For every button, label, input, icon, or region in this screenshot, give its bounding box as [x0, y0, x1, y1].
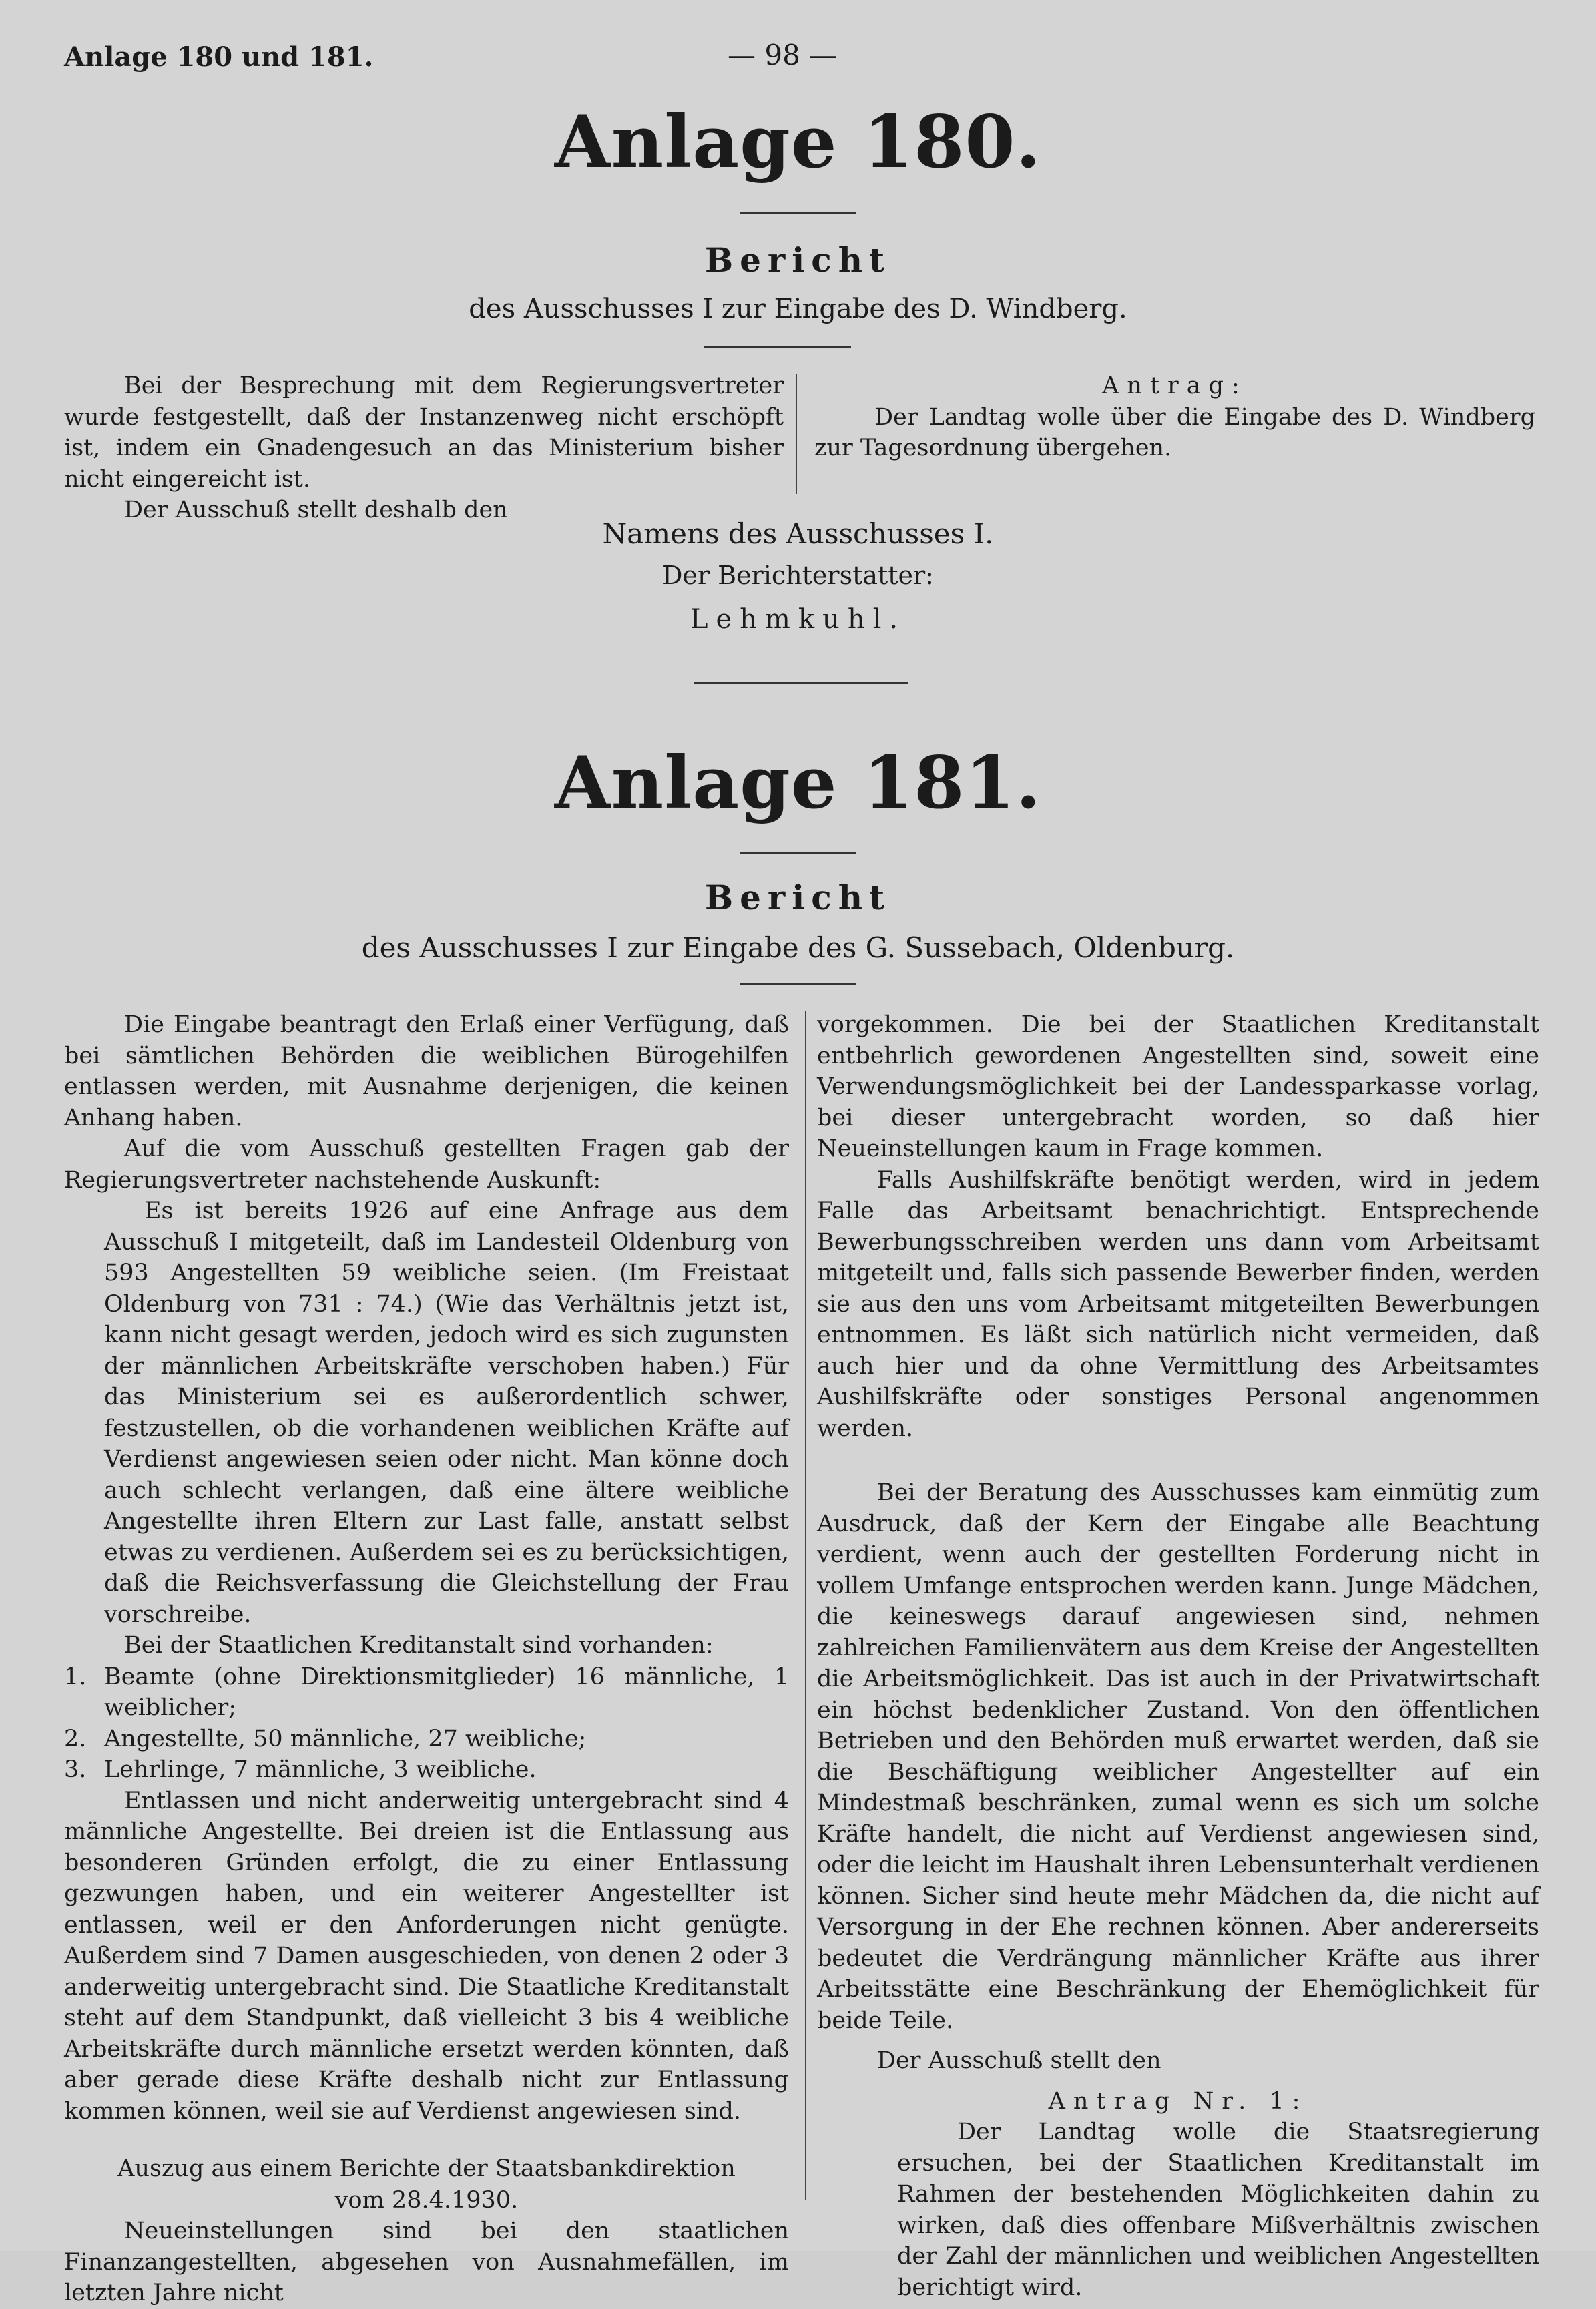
- list-number: 3.: [64, 1756, 87, 1783]
- antrag-text: Der Landtag wolle die Staatsregierung ersuchen, bei der Staatlichen Kreditanstalt im Rahmen der bestehenden Möglichkeiten dahin zu wirken, daß dies offenbare Mißverhältnis zwischen der Zahl der männlichen und weiblichen Angestellten berichtigt wird.: [897, 2119, 1539, 2301]
- anlage-180-right-column: [814, 370, 1535, 464]
- anlage-181-subtitle: des Ausschusses I zur Eingabe des G. Sussebach, Oldenburg.: [361, 931, 1235, 964]
- paragraph: Entlassen und nicht anderweitig untergebracht sind 4 männliche Angestellte. Bei dreien ist die Entlassung aus besonderen Gründen erfolgt, die zu einer Entlassung gezwungen haben, und ein weiterer Angestellter ist entlassen, weil er den Anforderungen nicht genügte. Außerdem sind 7 Damen ausgeschieden, von denen 2 oder 3 anderweitig untergebracht sind. Die Staatliche Kreditanstalt steht auf dem Standpunkt, daß vielleicht 3 bis 4 weibliche Arbeitskräfte durch männliche ersetzt werden könnten, daß aber gerade diese Kräfte deshalb nicht zur Entlassung kommen können, weil sie auf Verdienst angewiesen sind.: [64, 1787, 789, 2125]
- staff-list: [64, 1661, 789, 1786]
- antrag-block: [817, 2117, 1539, 2303]
- column-divider: [805, 1011, 806, 2200]
- antrag-label: Antrag Nr. 1:: [1048, 2087, 1308, 2115]
- paragraph: Der Ausschuß stellt den: [877, 2047, 1161, 2074]
- paragraph: Neueinstellungen sind bei den staatlichen Finanzangestellten, abgesehen von Ausnahmefällen, im letzten Jahre nicht: [64, 2218, 789, 2306]
- paragraph: Bei der Staatlichen Kreditanstalt sind vorhanden:: [124, 1632, 714, 1659]
- anlage-180-title: Anlage 180.: [554, 100, 1042, 184]
- column-divider: [796, 374, 797, 494]
- anlage-181-bericht-heading: Bericht: [704, 878, 892, 917]
- paragraph: Auf die vom Ausschuß gestellten Fragen gab der Regierungsvertreter nachstehende Auskunft:: [64, 1135, 789, 1194]
- list-text: Beamte (ohne Direktionsmitglieder) 16 männliche, 1 weiblicher;: [104, 1663, 789, 1721]
- anlage-181-right-column: [817, 1009, 1539, 2303]
- running-header: Anlage 180 und 181.: [64, 41, 374, 73]
- paragraph: vorgekommen. Die bei der Staatlichen Kreditanstalt entbehrlich gewordenen Angestellten sind, soweit eine Verwendungsmöglichkeit bei der Landessparkasse vorlag, bei dieser untergebracht worden, so daß hier Neueinstellungen kaum in Frage kommen.: [817, 1011, 1539, 1162]
- list-number: 2.: [64, 1725, 87, 1752]
- list-item: [64, 1754, 789, 1786]
- antrag-label: Antrag:: [1102, 372, 1248, 399]
- list-item: [64, 1661, 789, 1724]
- anlage-181-left-column: [64, 1009, 789, 2309]
- divider: [704, 346, 851, 348]
- signature-committee: Namens des Ausschusses I.: [602, 517, 994, 550]
- government-statement: [64, 1196, 789, 1630]
- antrag-text: Der Landtag wolle über die Eingabe des D. Windberg zur Tagesordnung übergehen.: [814, 403, 1535, 461]
- divider: [740, 983, 856, 985]
- paragraph: Bei der Besprechung mit dem Regierungsvertreter wurde festgestellt, daß der Instanzenweg nicht erschöpft ist, indem ein Gnadengesuch an das Ministerium bisher nicht eingereicht ist.: [64, 372, 784, 493]
- anlage-180-subtitle: des Ausschusses I zur Eingabe des D. Windberg.: [469, 294, 1127, 324]
- anlage-180-bericht-heading: Bericht: [704, 240, 892, 280]
- list-text: Angestellte, 50 männliche, 27 weibliche;: [104, 1725, 587, 1752]
- paragraph: Es ist bereits 1926 auf eine Anfrage aus dem Ausschuß I mitgeteilt, daß im Landesteil Oldenburg von 593 Angestellten 59 weibliche seien. (Im Freistaat Oldenburg von 731 : 74.) (Wie das Verhältnis jetzt ist, kann nicht gesagt werden, jedoch wird es sich zugunsten der männlichen Arbeitskräfte verschoben haben.) Für das Ministerium sei es außerordentlich schwer, festzustellen, ob die vorhandenen weiblichen Kräfte auf Verdienst angewiesen seien oder nicht. Man könne doch auch schlecht verlangen, daß eine ältere weibliche Angestellte ihren Eltern zur Last falle, anstatt selbst etwas zu verdienen. Außerdem sei es zu berücksichtigen, daß die Reichsverfassung die Gleichstellung der Frau vorschreibe.: [104, 1198, 789, 1628]
- list-item: [64, 1724, 789, 1755]
- excerpt-heading: Auszug aus einem Berichte der Staatsbankdirektion: [117, 2155, 736, 2182]
- divider: [740, 852, 856, 854]
- list-number: 1.: [64, 1663, 87, 1690]
- divider: [740, 212, 856, 214]
- paragraph: Falls Aushilfskräfte benötigt werden, wird in jedem Falle das Arbeitsamt benachrichtigt. Entsprechende Bewerbungsschreiben werden uns dann vom Arbeitsamt mitgeteilt und, falls sich passende Bewerber finden, werden sie aus den uns vom Arbeitsamt mitgeteilten Bewerbungen entnommen. Es läßt sich natürlich nicht vermeiden, daß auch hier und da ohne Vermittlung des Arbeitsamtes Aushilfskräfte oder sonstiges Personal angenommen werden.: [817, 1166, 1539, 1442]
- signature-name: Lehmkuhl.: [690, 604, 906, 635]
- paragraph: Bei der Beratung des Ausschusses kam einmütig zum Ausdruck, daß der Kern der Eingabe alle Beachtung verdient, wenn auch der gestellten Forderung nicht in vollem Umfange entsprochen werden kann. Junge Mädchen, die keineswegs darauf angewiesen sind, nehmen zahlreichen Familienvätern aus dem Kreise der Angestellten die Arbeitsmöglichkeit. Das ist auch in der Privatwirtschaft ein höchst bedenklicher Zustand. Von den öffentlichen Betrieben und den Behörden muß erwartet werden, daß sie die Beschäftigung weiblicher Angestellter auf ein Mindestmaß beschränken, zumal wenn es sich um solche Kräfte handelt, die nicht auf Verdienst angewiesen sind, oder die leicht im Haushalt ihren Lebensunterhalt verdienen können. Sicher sind heute mehr Mädchen da, die nicht auf Versorgung in der Ehe rechnen können. Aber andererseits bedeutet die Verdrängung männlicher Kräfte aus ihrer Arbeitsstätte eine Beschränkung der Ehemöglichkeit für beide Teile.: [817, 1479, 1539, 2034]
- anlage-180-left-column: [64, 370, 784, 526]
- signature-role: Der Berichterstatter:: [661, 561, 935, 590]
- paragraph: Der Ausschuß stellt deshalb den: [124, 497, 508, 523]
- page-number: — 98 —: [728, 39, 838, 71]
- excerpt-date: vom 28.4.1930.: [334, 2186, 519, 2214]
- paragraph: Die Eingabe beantragt den Erlaß einer Verfügung, daß bei sämtlichen Behörden die weiblichen Bürogehilfen entlassen werden, mit Ausnahme derjenigen, die keinen Anhang haben.: [64, 1011, 789, 1131]
- anlage-181-title: Anlage 181.: [554, 741, 1042, 825]
- section-separator: [694, 682, 908, 684]
- list-text: Lehrlinge, 7 männliche, 3 weibliche.: [104, 1756, 537, 1783]
